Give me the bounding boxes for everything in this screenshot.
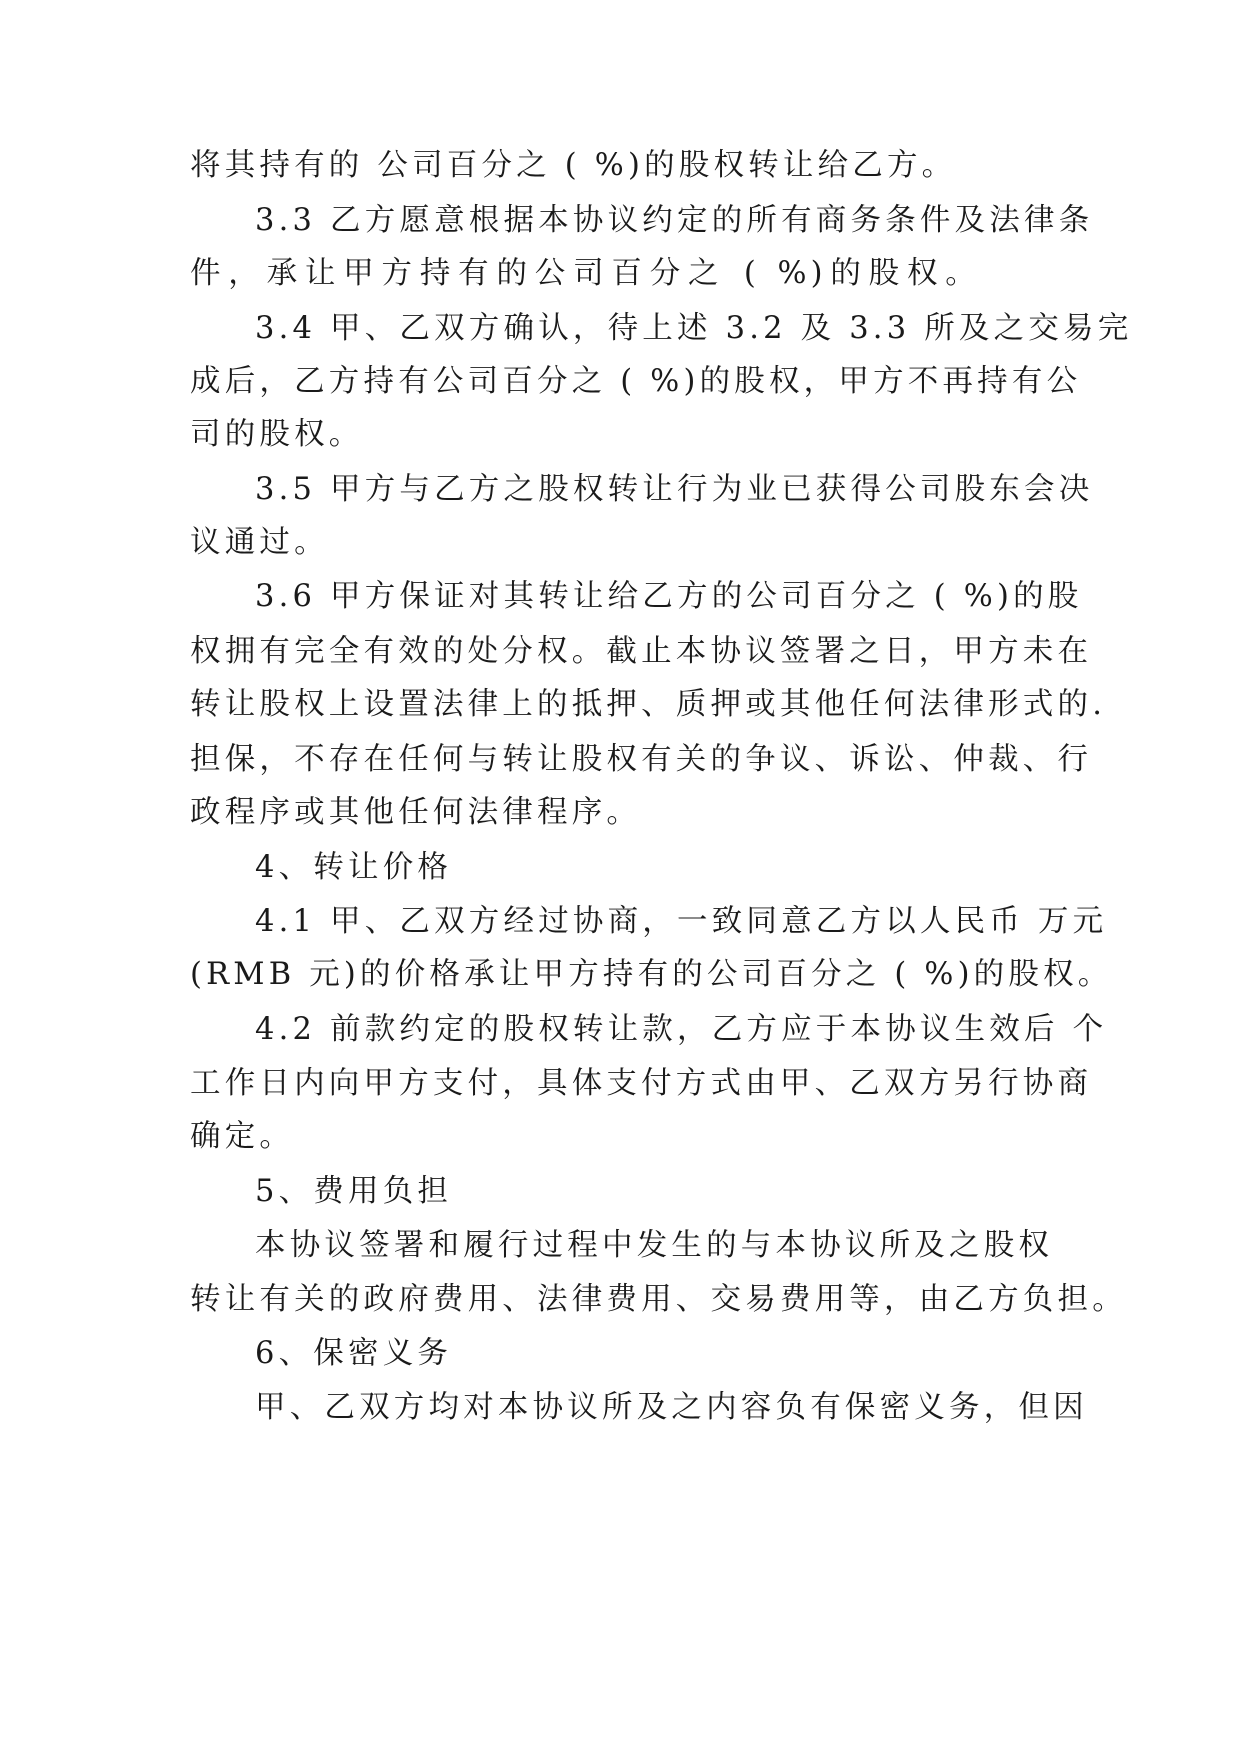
text-line: 司的股权。 bbox=[190, 417, 364, 452]
text-line: 本协议签署和履行过程中发生的与本协议所及之股权 bbox=[255, 1228, 1054, 1263]
text-line: 3.4 甲、乙双方确认，待上述 3.2 及 3.3 所及之交易完 bbox=[255, 311, 1133, 346]
section-heading: 4、转让价格 bbox=[255, 850, 453, 885]
text-line: 3.3 乙方愿意根据本协议约定的所有商务条件及法律条 bbox=[255, 203, 1094, 238]
text-line: 议通过。 bbox=[190, 525, 329, 560]
text-line: 工作日内向甲方支付，具体支付方式由甲、乙双方另行协商 bbox=[190, 1066, 1093, 1101]
section-heading: 6、保密义务 bbox=[255, 1336, 453, 1371]
text-line: 权拥有完全有效的处分权。截止本协议签署之日，甲方未在 bbox=[190, 634, 1093, 669]
text-line: 甲、乙双方均对本协议所及之内容负有保密义务，但因 bbox=[255, 1390, 1088, 1425]
text-line: 3.5 甲方与乙方之股权转让行为业已获得公司股东会决 bbox=[255, 472, 1094, 507]
text-line: 4.1 甲、乙双方经过协商，一致同意乙方以人民币 万元 bbox=[255, 904, 1108, 939]
text-line: 转让有关的政府费用、法律费用、交易费用等，由乙方负担。 bbox=[190, 1282, 1127, 1317]
text-line: (RMB 元)的价格承让甲方持有的公司百分之 ( %)的股权。 bbox=[190, 957, 1113, 992]
text-line: 3.6 甲方保证对其转让给乙方的公司百分之 ( %)的股 bbox=[255, 579, 1083, 614]
text-line: 将其持有的 公司百分之 ( %)的股权转让给乙方。 bbox=[190, 148, 957, 183]
text-line: 确定。 bbox=[190, 1119, 295, 1154]
text-line: 4.2 前款约定的股权转让款，乙方应于本协议生效后 个 bbox=[255, 1012, 1108, 1047]
text-line: 转让股权上设置法律上的抵押、质押或其他任何法律形式的. bbox=[190, 687, 1107, 722]
text-line: 担保，不存在任何与转让股权有关的争议、诉讼、仲裁、行 bbox=[190, 742, 1093, 777]
text-line: 政程序或其他任何法律程序。 bbox=[190, 795, 642, 830]
text-line: 件，承让甲方持有的公司百分之 ( %)的股权。 bbox=[190, 256, 980, 291]
section-heading: 5、费用负担 bbox=[255, 1174, 453, 1209]
text-line: 成后，乙方持有公司百分之 ( %)的股权，甲方不再持有公 bbox=[190, 364, 1082, 399]
